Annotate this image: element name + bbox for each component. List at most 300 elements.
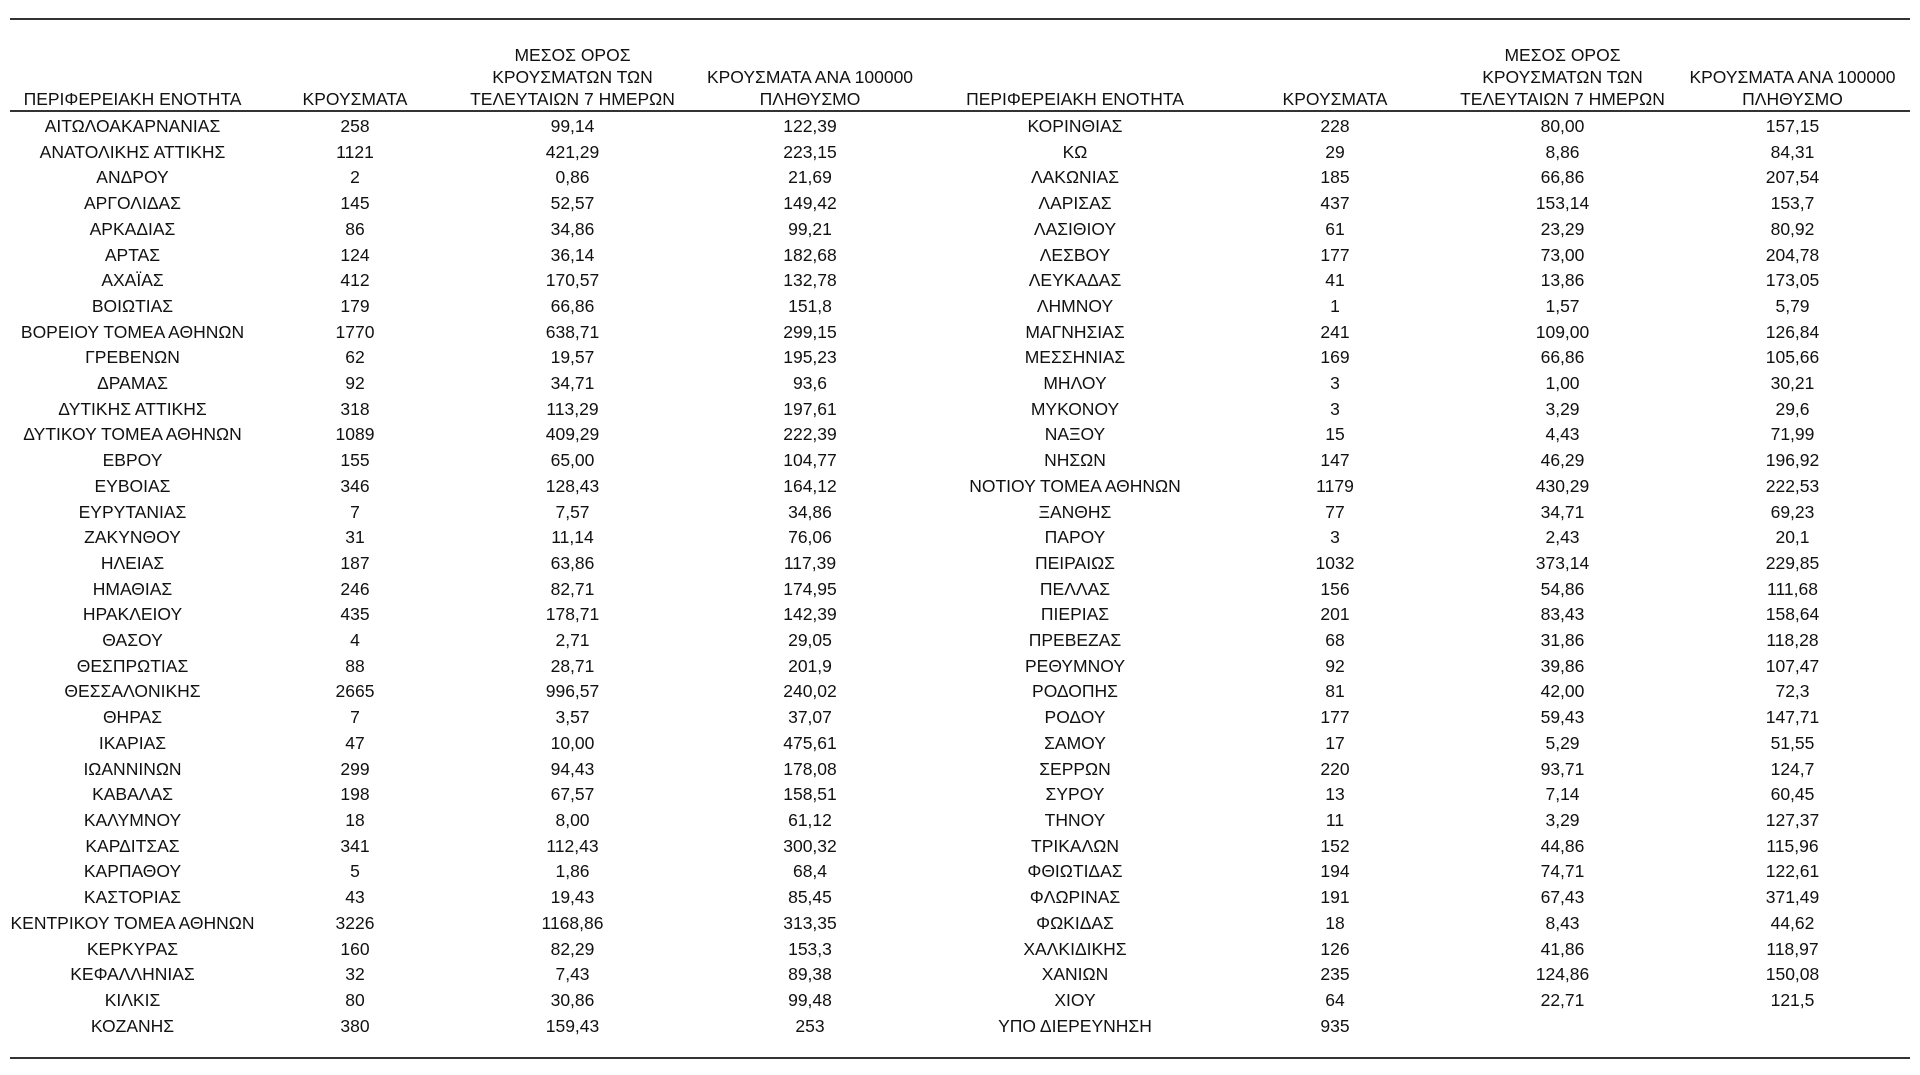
right-cases-cell: 437: [1320, 193, 1350, 214]
left-name-cell: ΕΥΒΟΙΑΣ: [94, 475, 171, 496]
right-avg-cell: 34,71: [1540, 501, 1585, 522]
right-avg-cell: 153,14: [1535, 193, 1590, 214]
right-avg-cell: 109,00: [1535, 321, 1590, 342]
left-cases-cell: 62: [345, 347, 365, 368]
right-cases-cell: 156: [1320, 578, 1350, 599]
left-avg-cell: 1,86: [555, 861, 590, 882]
left-avg-cell: 65,00: [550, 450, 595, 471]
left-name-cell: ΚΟΖΑΝΗΣ: [90, 1015, 175, 1036]
top-rule: [10, 18, 1910, 20]
right-avg-cell: 66,86: [1540, 167, 1585, 188]
right-avg-cell: 66,86: [1540, 347, 1585, 368]
right-avg-cell: 5,29: [1545, 732, 1580, 753]
right-rate-cell: 115,96: [1766, 835, 1819, 856]
left-name-cell: ΚΑΣΤΟΡΙΑΣ: [83, 887, 182, 908]
right-rate-cell: 107,47: [1765, 655, 1820, 676]
right-rate-cell: 30,21: [1770, 373, 1815, 394]
left-avg-cell: 1168,86: [541, 912, 604, 933]
left-rate-cell: 117,39: [783, 552, 837, 573]
right-name-cell: ΧΑΝΙΩΝ: [1041, 964, 1109, 985]
table-row: [10, 191, 1910, 217]
right-name-cell: ΛΑΚΩΝΙΑΣ: [1030, 167, 1120, 188]
left-rate-cell: 222,39: [783, 424, 837, 445]
left-cases-cell: 341: [340, 835, 370, 856]
right-rate-cell: 147,71: [1765, 707, 1820, 728]
left-rate-cell: 178,08: [783, 758, 837, 779]
table-row: [10, 371, 1910, 397]
left-avg-cell: 7,43: [555, 964, 590, 985]
table-row: [10, 422, 1910, 448]
left-name-cell: ΑΙΤΩΛΟΑΚΑΡΝΑΝΙΑΣ: [44, 116, 221, 136]
right-cases-cell: 191: [1320, 887, 1350, 908]
left-name-cell: ΖΑΚΥΝΘΟΥ: [84, 527, 181, 548]
left-avg-cell: 8,00: [555, 809, 590, 830]
left-rate-cell: 182,68: [783, 244, 837, 265]
right-avg-cell: 44,86: [1540, 835, 1585, 856]
left-cases-cell: 7: [350, 707, 360, 728]
left-cases-cell: 7: [350, 501, 360, 522]
right-cases-cell: 3: [1330, 373, 1340, 394]
left-rate-cell: 300,32: [783, 835, 837, 856]
left-avg-cell: 36,14: [550, 244, 595, 265]
right-cases-cell: 17: [1325, 732, 1345, 753]
right-avg-cell: 67,43: [1540, 887, 1585, 908]
right-name-cell: ΛΕΥΚΑΔΑΣ: [1028, 270, 1122, 291]
right-cases-cell: 235: [1320, 964, 1350, 985]
left-rate-cell: 313,35: [783, 912, 837, 933]
right-avg-cell: 59,43: [1540, 707, 1585, 728]
left-rate-cell: 68,4: [792, 861, 828, 882]
left-rate-cell: 197,61: [783, 398, 837, 419]
left-name-cell: ΚΑΡΠΑΘΟΥ: [83, 861, 182, 882]
right-avg-cell: [1450, 1014, 1675, 1040]
right-avg-cell: 124,86: [1535, 964, 1590, 985]
right-cases-cell: 18: [1325, 912, 1345, 933]
right-avg-cell: 42,00: [1540, 681, 1585, 702]
right-cases-cell: 1: [1330, 295, 1340, 316]
left-rate-cell: 299,15: [783, 321, 837, 342]
left-avg-cell: 170,57: [545, 270, 600, 291]
table-row: [10, 679, 1910, 705]
right-rate-cell: 207,54: [1765, 167, 1820, 188]
left-rate-cell: 240,02: [783, 681, 837, 702]
right-rate-cell: 84,31: [1770, 141, 1815, 162]
right-name-cell: ΝΑΞΟΥ: [1044, 424, 1106, 445]
left-avg-cell: 28,71: [550, 655, 595, 676]
right-avg-cell: 430,29: [1535, 475, 1590, 496]
right-rate-cell: 20,1: [1775, 527, 1810, 548]
table-row: [10, 834, 1910, 860]
left-rate-cell: 99,21: [788, 218, 832, 239]
right-avg-cell: 83,43: [1540, 604, 1585, 625]
right-avg-cell: 3,29: [1545, 398, 1580, 419]
right-name-cell: ΜΕΣΣΗΝΙΑΣ: [1024, 347, 1126, 368]
left-rate-cell: 99,48: [788, 989, 832, 1010]
table-row: [10, 397, 1910, 423]
left-name-cell: ΚΕΦΑΛΛΗΝΙΑΣ: [70, 964, 195, 985]
right-cases-cell: 185: [1320, 167, 1350, 188]
bottom-rule: [10, 1057, 1910, 1059]
left-cases-cell: 346: [340, 475, 370, 496]
left-rate-cell: 89,38: [788, 964, 832, 985]
left-rate-cell: 174,95: [783, 578, 837, 599]
left-cases-cell: 145: [340, 193, 370, 214]
left-avg-cell: 3,57: [555, 707, 590, 728]
right-cases-cell: 194: [1320, 861, 1350, 882]
left-name-cell: ΔΡΑΜΑΣ: [97, 373, 168, 394]
right-avg-cell: 7,14: [1545, 784, 1580, 805]
right-name-cell: ΥΠΟ ΔΙΕΡΕΥΝΗΣΗ: [998, 1015, 1152, 1036]
left-cases-cell: 47: [345, 732, 365, 753]
left-name-cell: ΙΩΑΝΝΙΝΩΝ: [83, 758, 182, 779]
table-row: [10, 654, 1910, 680]
right-rate-cell: 118,97: [1766, 938, 1819, 959]
right-name-cell: ΠΕΛΛΑΣ: [1039, 578, 1111, 599]
table-row: [10, 731, 1910, 757]
right-rate-cell: 127,37: [1765, 809, 1820, 830]
table-row: [10, 757, 1910, 783]
right-avg-cell: 2,43: [1545, 527, 1580, 548]
left-rate-cell: 475,61: [783, 732, 837, 753]
right-cases-cell: 1032: [1315, 552, 1355, 573]
left-cases-cell: 1770: [335, 321, 375, 342]
right-avg-cell: 8,86: [1545, 141, 1580, 162]
right-cases-cell: 64: [1325, 989, 1345, 1010]
left-name-cell: ΗΛΕΙΑΣ: [100, 552, 165, 573]
right-name-cell: ΡΕΘΥΜΝΟΥ: [1024, 655, 1125, 676]
right-rate-cell: 371,49: [1765, 887, 1820, 908]
left-avg-cell: 34,86: [550, 218, 595, 239]
header-rate-right: ΚΡΟΥΣΜΑΤΑ ΑΝΑ 100000 ΠΛΗΘΥΣΜΟ: [1689, 67, 1896, 109]
table-row: [10, 628, 1910, 654]
left-rate-cell: 29,05: [788, 630, 832, 651]
table-row: [10, 937, 1910, 963]
left-avg-cell: 421,29: [545, 141, 600, 162]
right-cases-cell: 152: [1320, 835, 1350, 856]
left-avg-cell: 113,29: [546, 398, 599, 419]
right-cases-cell: 177: [1320, 707, 1350, 728]
table-row: [10, 782, 1910, 808]
table-row: [10, 1014, 1910, 1040]
table-row: [10, 500, 1910, 526]
right-cases-cell: 169: [1320, 347, 1350, 368]
right-name-cell: ΜΗΛΟΥ: [1043, 373, 1107, 394]
right-name-cell: ΠΡΕΒΕΖΑΣ: [1028, 630, 1122, 651]
table-row: [10, 111, 1910, 140]
right-avg-cell: 23,29: [1540, 218, 1585, 239]
right-cases-cell: 68: [1325, 630, 1345, 651]
left-rate-cell: 158,51: [783, 784, 837, 805]
right-rate-cell: 196,92: [1765, 450, 1820, 471]
right-cases-cell: 11: [1325, 809, 1345, 830]
left-cases-cell: 160: [340, 938, 370, 959]
table-row: [10, 165, 1910, 191]
right-name-cell: ΦΩΚΙΔΑΣ: [1036, 912, 1114, 933]
left-cases-cell: 88: [345, 655, 365, 676]
left-name-cell: ΓΡΕΒΕΝΩΝ: [85, 347, 180, 368]
left-name-cell: ΚΑΛΥΜΝΟΥ: [83, 809, 182, 830]
right-name-cell: ΦΘΙΩΤΙΔΑΣ: [1027, 861, 1123, 882]
right-cases-cell: 177: [1320, 244, 1350, 265]
left-rate-cell: 37,07: [788, 707, 832, 728]
right-name-cell: ΣΥΡΟΥ: [1045, 784, 1105, 805]
right-name-cell: ΣΑΜΟΥ: [1044, 732, 1106, 753]
right-cases-cell: 220: [1320, 758, 1350, 779]
right-avg-cell: 31,86: [1540, 630, 1585, 651]
right-avg-cell: 8,43: [1545, 912, 1580, 933]
table-row: [10, 962, 1910, 988]
right-name-cell: ΝΗΣΩΝ: [1044, 450, 1106, 471]
left-avg-cell: 0,86: [555, 167, 590, 188]
left-rate-cell: 61,12: [788, 809, 832, 830]
right-name-cell: ΧΑΛΚΙΔΙΚΗΣ: [1023, 938, 1127, 959]
left-cases-cell: 198: [340, 784, 370, 805]
left-rate-cell: 21,69: [788, 167, 832, 188]
header-cases-left: ΚΡΟΥΣΜΑΤΑ: [302, 89, 408, 109]
right-rate-cell: [1675, 1014, 1910, 1040]
right-rate-cell: 204,78: [1765, 244, 1820, 265]
right-avg-cell: 54,86: [1540, 578, 1585, 599]
right-cases-cell: 126: [1320, 938, 1350, 959]
left-rate-cell: 195,23: [783, 347, 837, 368]
left-name-cell: ΚΕΝΤΡΙΚΟΥ ΤΟΜΕΑ ΑΘΗΝΩΝ: [10, 912, 255, 933]
left-name-cell: ΑΧΑΪΑΣ: [101, 270, 164, 291]
right-rate-cell: 44,62: [1770, 912, 1815, 933]
left-avg-cell: 178,71: [545, 604, 600, 625]
left-cases-cell: 80: [345, 989, 365, 1010]
right-avg-cell: 74,71: [1540, 861, 1585, 882]
left-rate-cell: 149,42: [783, 193, 837, 214]
table-row: [10, 140, 1910, 166]
right-rate-cell: 158,64: [1765, 604, 1820, 625]
left-cases-cell: 318: [340, 398, 370, 419]
left-cases-cell: 155: [340, 450, 370, 471]
table-row: [10, 911, 1910, 937]
left-name-cell: ΕΒΡΟΥ: [102, 450, 163, 471]
left-rate-cell: 142,39: [783, 604, 837, 625]
left-rate-cell: 223,15: [783, 141, 837, 162]
right-rate-cell: 80,92: [1770, 218, 1815, 239]
right-rate-cell: 126,84: [1765, 321, 1820, 342]
left-cases-cell: 5: [350, 861, 360, 882]
right-cases-cell: 3: [1330, 527, 1340, 548]
left-avg-cell: 996,57: [545, 681, 600, 702]
left-cases-cell: 380: [340, 1015, 370, 1036]
left-cases-cell: 86: [345, 218, 365, 239]
left-avg-cell: 82,71: [550, 578, 595, 599]
left-cases-cell: 412: [340, 270, 370, 291]
right-rate-cell: 122,61: [1765, 861, 1820, 882]
left-cases-cell: 2: [350, 167, 360, 188]
right-rate-cell: 105,66: [1765, 347, 1820, 368]
right-name-cell: ΤΗΝΟΥ: [1044, 809, 1106, 830]
right-avg-cell: 46,29: [1540, 450, 1585, 471]
left-rate-cell: 76,06: [788, 527, 832, 548]
table-row: [10, 885, 1910, 911]
right-cases-cell: 13: [1325, 784, 1345, 805]
left-name-cell: ΔΥΤΙΚΗΣ ΑΤΤΙΚΗΣ: [58, 398, 207, 419]
right-name-cell: ΞΑΝΘΗΣ: [1038, 501, 1112, 522]
header-cases-right: ΚΡΟΥΣΜΑΤΑ: [1282, 89, 1388, 109]
left-cases-cell: 1121: [336, 141, 374, 162]
right-name-cell: ΧΙΟΥ: [1054, 989, 1096, 1010]
left-cases-cell: 31: [345, 527, 365, 548]
left-avg-cell: 30,86: [550, 989, 595, 1010]
left-name-cell: ΘΕΣΠΡΩΤΙΑΣ: [76, 655, 189, 676]
left-cases-cell: 246: [340, 578, 370, 599]
left-rate-cell: 132,78: [783, 270, 837, 291]
table-row: [10, 525, 1910, 551]
table-row: [10, 320, 1910, 346]
left-cases-cell: 18: [345, 809, 365, 830]
left-name-cell: ΘΕΣΣΑΛΟΝΙΚΗΣ: [64, 681, 201, 702]
table-row: [10, 577, 1910, 603]
left-rate-cell: 122,39: [783, 116, 837, 136]
right-cases-cell: 41: [1325, 270, 1345, 291]
left-rate-cell: 164,12: [783, 475, 837, 496]
left-avg-cell: 34,71: [550, 373, 595, 394]
right-avg-cell: 73,00: [1540, 244, 1585, 265]
left-cases-cell: 4: [350, 630, 360, 651]
right-rate-cell: 173,05: [1765, 270, 1820, 291]
left-avg-cell: 52,57: [550, 193, 595, 214]
left-cases-cell: 258: [340, 116, 370, 136]
table-row: [10, 808, 1910, 834]
left-rate-cell: 153,3: [788, 938, 832, 959]
header-rate-left: ΚΡΟΥΣΜΑΤΑ ΑΝΑ 100000 ΠΛΗΘΥΣΜΟ: [706, 67, 914, 109]
left-cases-cell: 187: [340, 552, 370, 573]
left-name-cell: ΚΑΒΑΛΑΣ: [92, 784, 173, 805]
left-cases-cell: 299: [340, 758, 370, 779]
right-avg-cell: 373,14: [1535, 552, 1590, 573]
right-cases-cell: 241: [1320, 321, 1350, 342]
right-name-cell: ΛΕΣΒΟΥ: [1039, 244, 1111, 265]
right-rate-cell: 29,6: [1775, 398, 1810, 419]
header-row: [10, 34, 1910, 111]
right-name-cell: ΡΟΔΟΠΗΣ: [1032, 681, 1118, 702]
table-row: [10, 448, 1910, 474]
right-name-cell: ΚΟΡΙΝΘΙΑΣ: [1027, 116, 1123, 136]
left-cases-cell: 2665: [335, 681, 375, 702]
left-name-cell: ΔΥΤΙΚΟΥ ΤΟΜΕΑ ΑΘΗΝΩΝ: [23, 424, 242, 445]
right-name-cell: ΦΛΩΡΙΝΑΣ: [1029, 887, 1121, 908]
right-cases-cell: 15: [1325, 424, 1345, 445]
table-row: [10, 268, 1910, 294]
right-name-cell: ΛΗΜΝΟΥ: [1036, 295, 1114, 316]
right-cases-cell: 147: [1320, 450, 1350, 471]
right-cases-cell: 228: [1320, 116, 1350, 136]
right-rate-cell: 111,68: [1767, 578, 1818, 599]
left-name-cell: ΑΡΓΟΛΙΔΑΣ: [83, 193, 181, 214]
right-name-cell: ΠΕΙΡΑΙΩΣ: [1035, 552, 1115, 573]
right-rate-cell: 69,23: [1770, 501, 1815, 522]
header-region-right: ΠΕΡΙΦΕΡΕΙΑΚΗ ΕΝΟΤΗΤΑ: [966, 89, 1184, 109]
right-rate-cell: 71,99: [1770, 424, 1815, 445]
left-avg-cell: 82,29: [550, 938, 595, 959]
table-row: [10, 217, 1910, 243]
table-row: [10, 243, 1910, 269]
header-region-left: ΠΕΡΙΦΕΡΕΙΑΚΗ ΕΝΟΤΗΤΑ: [23, 89, 242, 109]
right-cases-cell: 61: [1325, 218, 1345, 239]
right-avg-cell: 4,43: [1545, 424, 1580, 445]
table-row: [10, 859, 1910, 885]
right-rate-cell: 5,79: [1775, 295, 1810, 316]
right-cases-cell: 81: [1325, 681, 1345, 702]
right-name-cell: ΛΑΣΙΘΙΟΥ: [1033, 218, 1117, 239]
left-avg-cell: 19,43: [550, 887, 595, 908]
left-name-cell: ΒΟΙΩΤΙΑΣ: [91, 295, 174, 316]
right-avg-cell: 41,86: [1540, 938, 1585, 959]
right-name-cell: ΡΟΔΟΥ: [1044, 707, 1106, 728]
right-cases-cell: 77: [1325, 501, 1345, 522]
header-avg-right: ΜΕΣΟΣ ΟΡΟΣ ΚΡΟΥΣΜΑΤΩΝ ΤΩΝ ΤΕΛΕΥΤΑΙΩΝ 7 ΗΜΕΡΩΝ: [1460, 45, 1665, 109]
left-name-cell: ΚΕΡΚΥΡΑΣ: [86, 938, 179, 959]
header-avg-left: ΜΕΣΟΣ ΟΡΟΣ ΚΡΟΥΣΜΑΤΩΝ ΤΩΝ ΤΕΛΕΥΤΑΙΩΝ 7 ΗΜΕΡΩΝ: [470, 45, 675, 109]
left-avg-cell: 94,43: [550, 758, 595, 779]
table-row: [10, 294, 1910, 320]
right-rate-cell: 72,3: [1775, 681, 1810, 702]
table-row: [10, 345, 1910, 371]
left-avg-cell: 67,57: [550, 784, 595, 805]
right-avg-cell: 13,86: [1540, 270, 1585, 291]
right-cases-cell: 3: [1330, 398, 1340, 419]
right-rate-cell: 157,15: [1765, 116, 1820, 136]
left-avg-cell: 66,86: [550, 295, 595, 316]
right-rate-cell: 121,5: [1770, 989, 1815, 1010]
left-name-cell: ΒΟΡΕΙΟΥ ΤΟΜΕΑ ΑΘΗΝΩΝ: [20, 321, 245, 342]
left-name-cell: ΕΥΡΥΤΑΝΙΑΣ: [78, 501, 187, 522]
left-rate-cell: 104,77: [783, 450, 837, 471]
right-name-cell: ΣΕΡΡΩΝ: [1039, 758, 1111, 779]
left-cases-cell: 92: [345, 373, 365, 394]
right-rate-cell: 150,08: [1765, 964, 1820, 985]
right-name-cell: ΠΙΕΡΙΑΣ: [1040, 604, 1110, 625]
right-rate-cell: 229,85: [1765, 552, 1820, 573]
right-name-cell: ΠΑΡΟΥ: [1044, 527, 1106, 548]
right-rate-cell: 153,7: [1770, 193, 1815, 214]
right-cases-cell: 29: [1325, 141, 1345, 162]
right-name-cell: ΝΟΤΙΟΥ ΤΟΜΕΑ ΑΘΗΝΩΝ: [969, 475, 1181, 496]
right-rate-cell: 60,45: [1770, 784, 1815, 805]
right-cases-cell: 201: [1320, 604, 1350, 625]
left-avg-cell: 159,43: [545, 1015, 600, 1036]
left-name-cell: ΑΝΑΤΟΛΙΚΗΣ ΑΤΤΙΚΗΣ: [39, 141, 226, 162]
left-name-cell: ΑΡΚΑΔΙΑΣ: [89, 218, 176, 239]
right-cases-cell: 935: [1320, 1015, 1350, 1036]
left-avg-cell: 19,57: [550, 347, 595, 368]
left-rate-cell: 151,8: [788, 295, 832, 316]
left-rate-cell: 201,9: [788, 655, 832, 676]
table-row: [10, 602, 1910, 628]
left-rate-cell: 93,6: [792, 373, 828, 394]
left-avg-cell: 11,14: [551, 527, 594, 548]
left-cases-cell: 43: [345, 887, 365, 908]
left-name-cell: ΘΗΡΑΣ: [102, 707, 163, 728]
left-name-cell: ΑΡΤΑΣ: [104, 244, 161, 265]
left-avg-cell: 128,43: [545, 475, 600, 496]
right-name-cell: ΚΩ: [1062, 141, 1088, 162]
left-avg-cell: 638,71: [545, 321, 600, 342]
table-row: [10, 551, 1910, 577]
left-rate-cell: 253: [795, 1015, 825, 1036]
right-name-cell: ΛΑΡΙΣΑΣ: [1038, 193, 1112, 214]
left-avg-cell: 409,29: [545, 424, 600, 445]
right-avg-cell: 1,00: [1545, 373, 1580, 394]
right-name-cell: ΤΡΙΚΑΛΩΝ: [1031, 835, 1119, 856]
left-cases-cell: 1089: [335, 424, 375, 445]
right-avg-cell: 93,71: [1540, 758, 1585, 779]
right-name-cell: ΜΑΓΝΗΣΙΑΣ: [1025, 321, 1125, 342]
